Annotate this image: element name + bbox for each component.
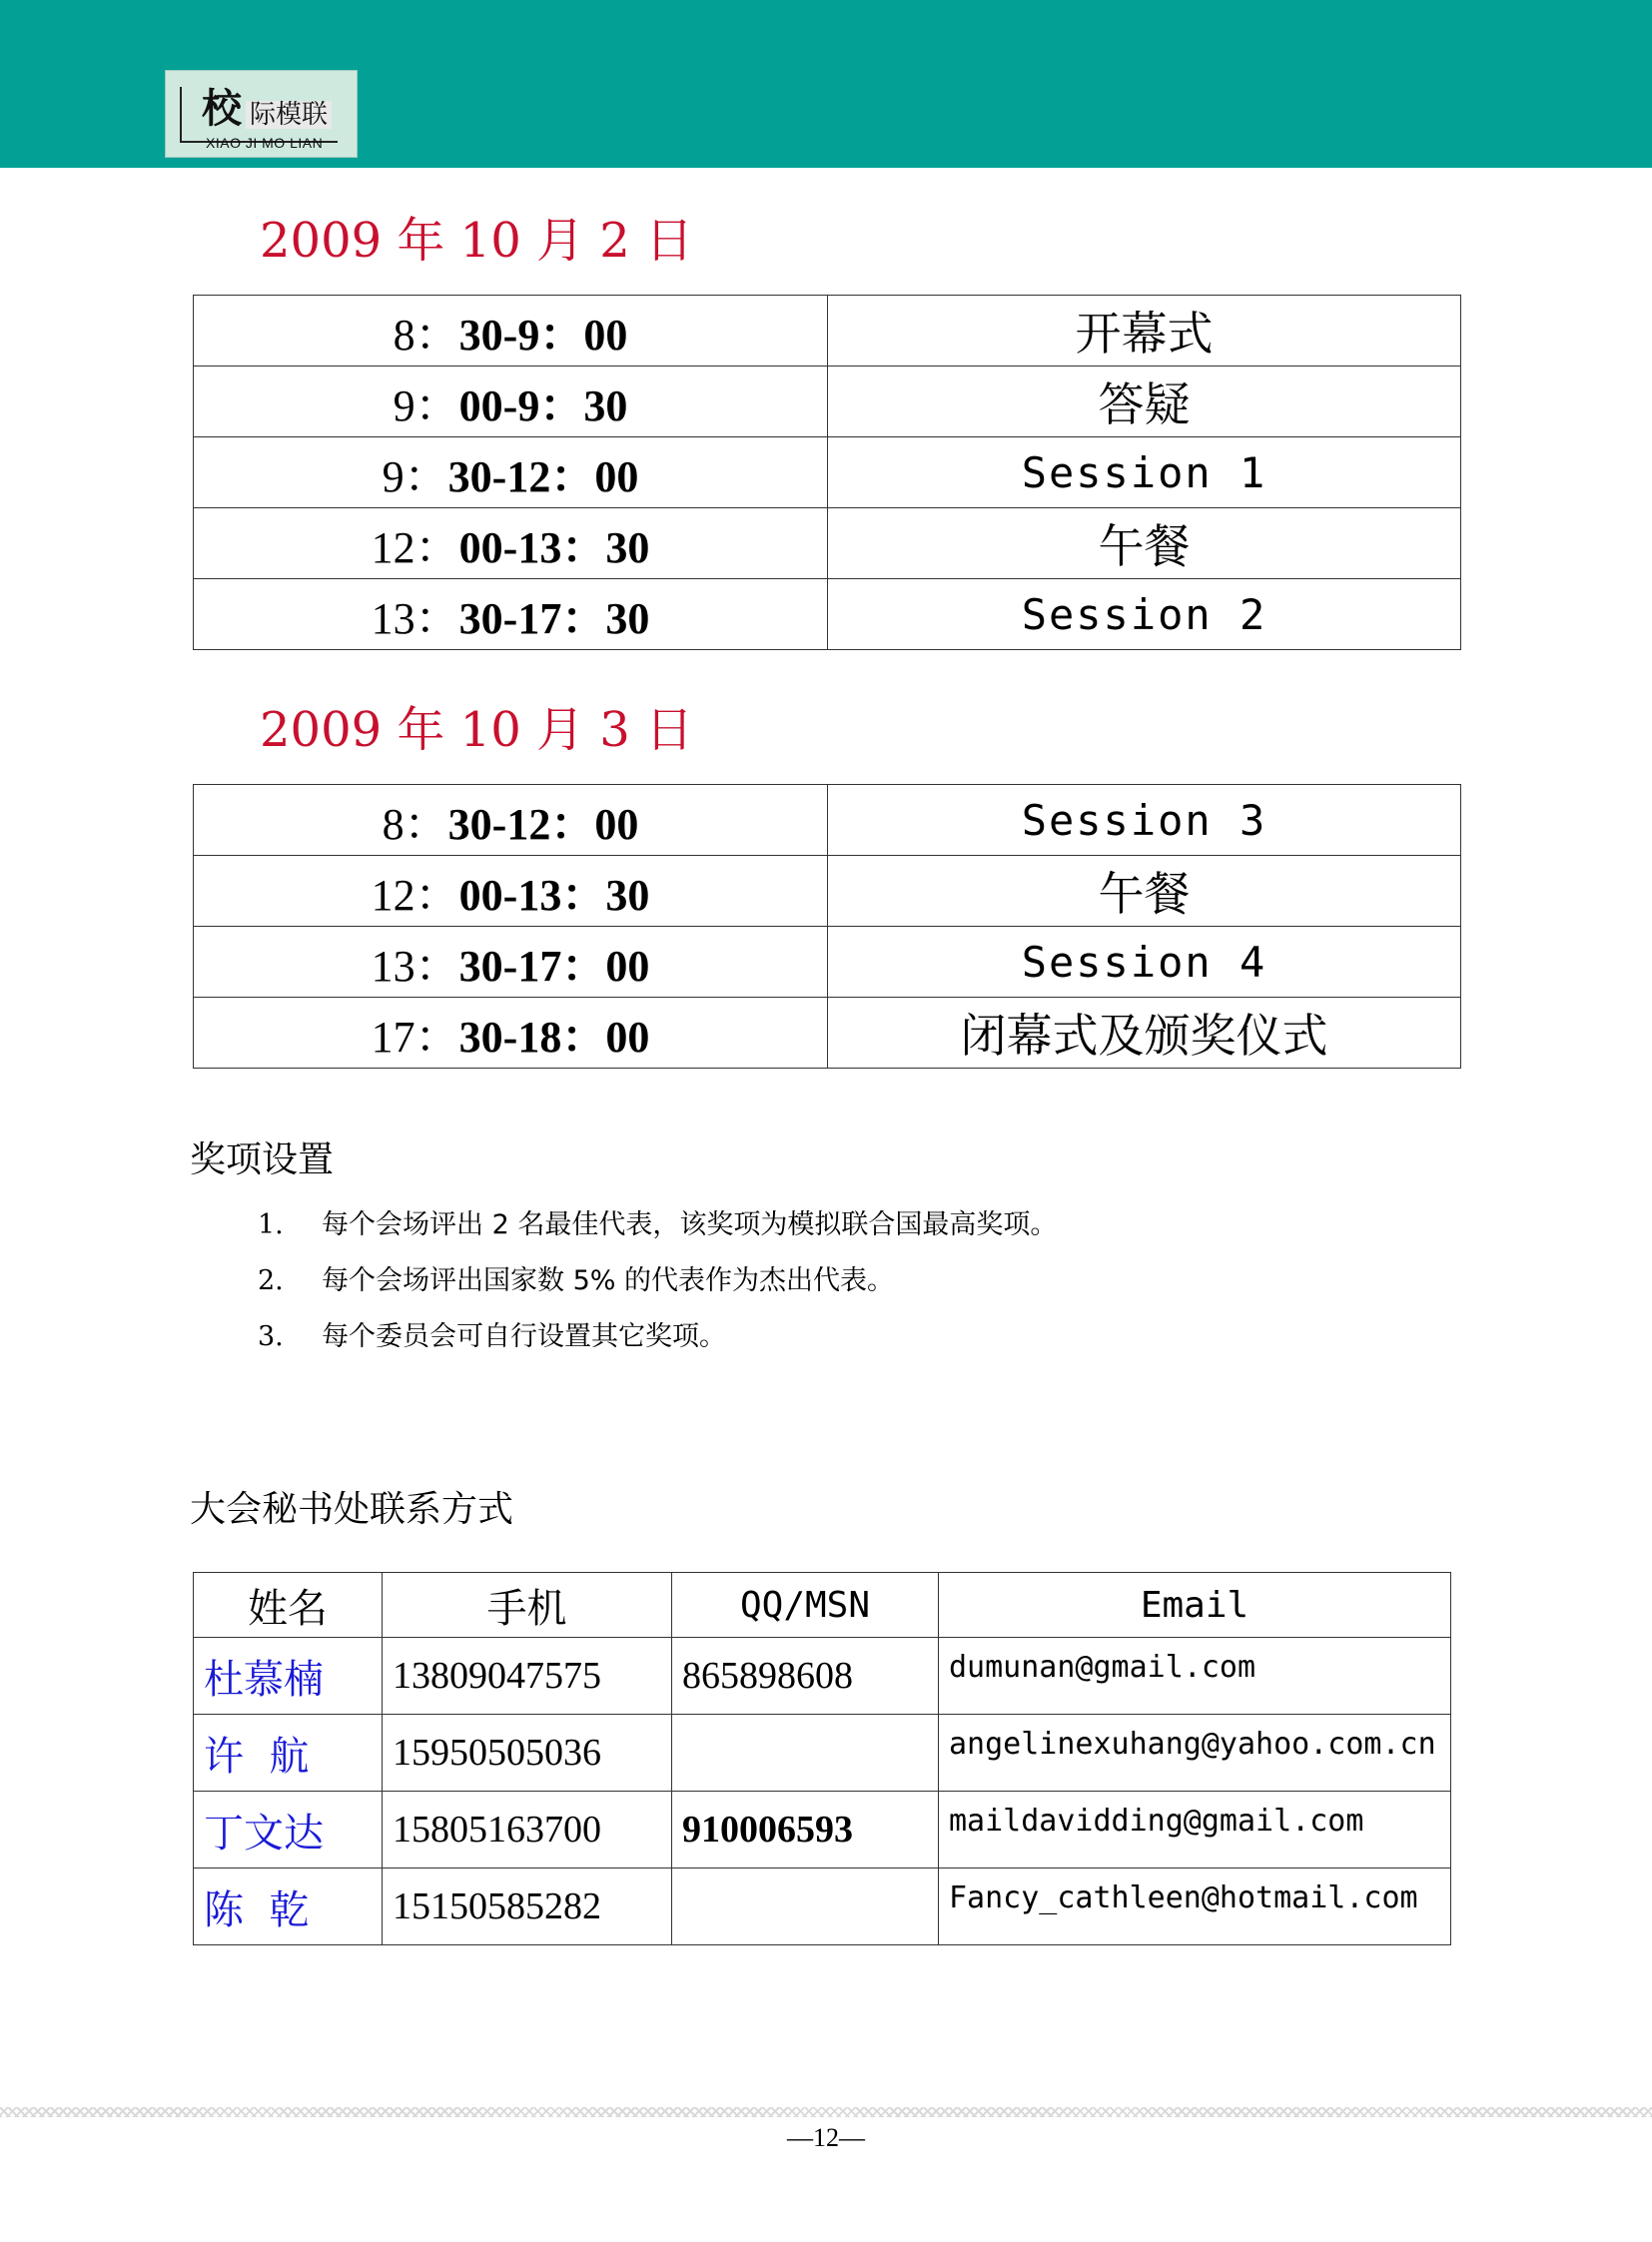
contact-email[interactable]: Fancy_cathleen@hotmail.com [939,1868,1451,1945]
contact-phone: 15805163700 [383,1792,672,1868]
event-cell: 午餐 [828,856,1461,927]
contact-qq [672,1868,939,1945]
time-cell: 8：30-9：00 [194,296,828,367]
contact-email[interactable]: angelinexuhang@yahoo.com.cn [939,1715,1451,1792]
contact-email[interactable]: maildavidding@gmail.com [939,1792,1451,1868]
schedule-table-day2 [193,784,1461,1069]
date-heading-day2: 2009 年 10 月 3 日 [260,702,694,758]
event-cell: Session 3 [828,785,1461,856]
list-item: 1. 每个会场评出 2 名最佳代表，该奖项为模拟联合国最高奖项。 [258,1209,1058,1240]
event-cell: 午餐 [828,508,1461,579]
column-header-phone: 手机 [383,1573,672,1638]
contact-phone: 13809047575 [383,1638,672,1715]
contact-phone: 15150585282 [383,1868,672,1945]
schedule-row [194,785,1461,856]
column-header-email: Email [939,1573,1451,1638]
event-cell: Session 4 [828,927,1461,998]
contact-name: 许 航 [194,1715,383,1792]
time-cell: 12：00-13：30 [194,508,828,579]
footer-divider [0,2107,1652,2117]
contacts-title: 大会秘书处联系方式 [190,1489,514,1530]
table-row [194,1792,1451,1868]
awards-title: 奖项设置 [190,1139,335,1180]
schedule-row [194,508,1461,579]
schedule-row [194,296,1461,367]
date-heading-day1: 2009 年 10 月 2 日 [260,213,694,269]
table-row [194,1715,1451,1792]
contacts-table [193,1572,1451,1945]
contact-email[interactable]: dumunan@gmail.com [939,1638,1451,1715]
time-cell: 9：00-9：30 [194,367,828,437]
contacts-header-row [194,1573,1451,1638]
column-header-name: 姓名 [194,1573,383,1638]
event-cell: Session 2 [828,579,1461,650]
time-cell: 8：30-12：00 [194,785,828,856]
logo [165,70,358,158]
contact-phone: 15950505036 [383,1715,672,1792]
contact-name: 丁文达 [194,1792,383,1868]
contact-name: 杜慕楠 [194,1638,383,1715]
schedule-row [194,437,1461,508]
event-cell: 开幕式 [828,296,1461,367]
time-cell: 17：30-18：00 [194,998,828,1069]
schedule-row [194,579,1461,650]
time-cell: 13：30-17：00 [194,927,828,998]
schedule-row [194,927,1461,998]
logo-pinyin: XIAO JI MO LIAN [206,135,324,151]
schedule-row [194,367,1461,437]
table-row [194,1868,1451,1945]
event-cell: 答疑 [828,367,1461,437]
logo-sub-text: 际模联 [246,101,332,129]
list-item: 2. 每个会场评出国家数 5% 的代表作为杰出代表。 [258,1265,894,1296]
column-header-qq: QQ/MSN [672,1573,939,1638]
time-cell: 9：30-12：00 [194,437,828,508]
list-item: 3. 每个委员会可自行设置其它奖项。 [258,1321,726,1352]
time-cell: 12：00-13：30 [194,856,828,927]
awards-list [258,1203,1057,1371]
table-row [194,1638,1451,1715]
contact-name: 陈 乾 [194,1868,383,1945]
contact-qq: 865898608 [672,1638,939,1715]
contact-qq [672,1715,939,1792]
page-number: —12— [787,2123,865,2152]
schedule-row [194,856,1461,927]
schedule-row [194,998,1461,1069]
logo-main-char: 校 [202,85,242,132]
time-cell: 13：30-17：30 [194,579,828,650]
event-cell: 闭幕式及颁奖仪式 [828,998,1461,1069]
event-cell: Session 1 [828,437,1461,508]
contact-qq: 910006593 [672,1792,939,1868]
schedule-table-day1 [193,295,1461,650]
